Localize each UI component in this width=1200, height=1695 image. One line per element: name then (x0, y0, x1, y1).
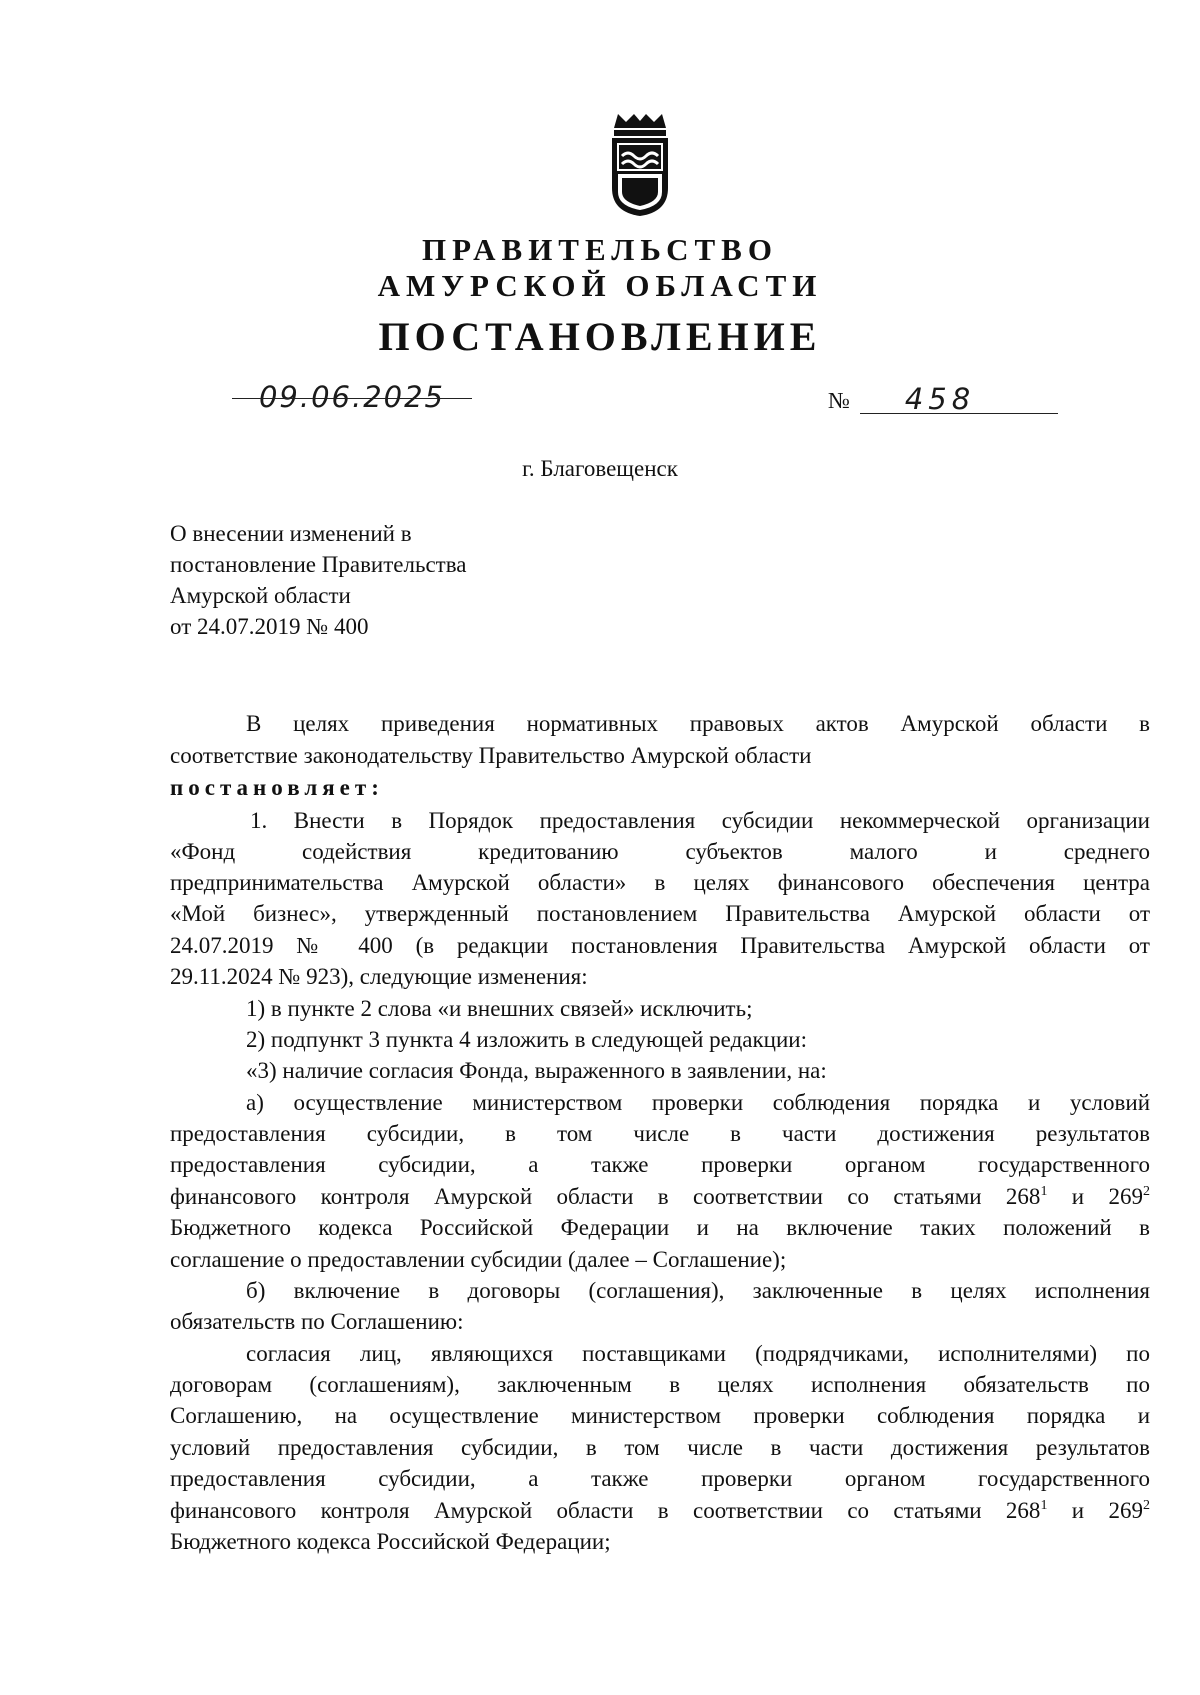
item-1-line: 29.11.2024 № 923), следующие изменения: (170, 964, 588, 989)
handwritten-number: 458 (904, 382, 976, 416)
item-1-line: 24.07.2019 № 400 (в редакции постановления Правительства Амурской области от (170, 933, 1150, 958)
resolves-word: постановляет: (170, 775, 384, 800)
subitem-a-line: соглашение о предоставлении субсидии (далее – Соглашение); (170, 1247, 787, 1272)
region-heading: АМУРСКОЙ ОБЛАСТИ (377, 268, 823, 303)
number-sign: № (828, 388, 850, 413)
consent-line: предоставления субсидии, а также проверки органом государственного (170, 1466, 1150, 1491)
item-1-line: «Фонд содействия кредитованию субъектов малого и среднего (170, 839, 1150, 864)
superscript: 1 (1040, 1184, 1048, 1199)
item-1-line: предпринимательства Амурской области» в целях финансового обеспечения центра (170, 870, 1150, 895)
subitem-a-line: предоставления субсидии, а также проверки органом государственного (170, 1152, 1150, 1177)
preamble-line: соответствие законодательству Правительство Амурской области (170, 743, 812, 768)
subitem-b-line: б) включение в договоры (соглашения), заключенные в целях исполнения (246, 1278, 1150, 1303)
superscript: 1 (1040, 1498, 1048, 1513)
superscript: 2 (1143, 1498, 1150, 1513)
preamble-line: В целях приведения нормативных правовых актов Амурской области в (246, 711, 1150, 736)
subject-line: Амурской области (170, 583, 351, 608)
item-1-line: 1. Внести в Порядок предоставления субсидии некоммерческой организации (250, 808, 1150, 833)
subject-block (170, 518, 467, 642)
number-underline (860, 413, 1058, 414)
subitem-b-line: обязательств по Соглашению: (170, 1309, 464, 1334)
date-underline (232, 398, 472, 399)
consent-line: Соглашению, на осуществление министерством проверки соблюдения порядка и (170, 1403, 1150, 1428)
subitem-a-line: а) осуществление министерством проверки соблюдения порядка и условий (246, 1090, 1150, 1115)
coat-of-arms-emblem (608, 112, 672, 218)
change-1-line: 1) в пункте 2 слова «и внешних связей» исключить; (246, 996, 753, 1021)
handwritten-date: 09.06.2025 (258, 380, 446, 414)
change-3-line: «3) наличие согласия Фонда, выраженного в заявлении, на: (246, 1058, 827, 1083)
subject-line: О внесении изменений в (170, 521, 412, 546)
item-1-line: «Мой бизнес», утвержденный постановлением Правительства Амурской области от (170, 901, 1150, 926)
subitem-a-line: предоставления субсидии, в том числе в части достижения результатов (170, 1121, 1150, 1146)
consent-line: условий предоставления субсидии, в том числе в части достижения результатов (170, 1435, 1150, 1460)
government-heading: ПРАВИТЕЛЬСТВО (422, 232, 778, 267)
consent-line (170, 1495, 1150, 1526)
subitem-a-line: Бюджетного кодекса Российской Федерации и на включение таких положений в (170, 1215, 1150, 1240)
subject-line: от 24.07.2019 № 400 (170, 614, 369, 639)
consent-text: финансового контроля Амурской области в соответствии со статьями 268 (170, 1498, 1041, 1523)
consent-line: договорам (соглашениям), заключенным в целях исполнения обязательств по (170, 1372, 1150, 1397)
subject-line: постановление Правительства (170, 552, 467, 577)
superscript: 2 (1143, 1184, 1150, 1199)
subitem-a-line (170, 1181, 1150, 1212)
subitem-a-text: и 269 (1047, 1184, 1143, 1209)
subitem-a-text: финансового контроля Амурской области в соответствии со статьями 268 (170, 1184, 1041, 1209)
change-2-line: 2) подпункт 3 пункта 4 изложить в следующей редакции: (246, 1027, 807, 1052)
city-line: г. Благовещенск (522, 456, 678, 481)
consent-text: и 269 (1047, 1498, 1143, 1523)
consent-line: согласия лиц, являющихся поставщиками (подрядчиками, исполнителями) по (246, 1341, 1150, 1366)
consent-line: Бюджетного кодекса Российской Федерации; (170, 1529, 611, 1554)
document-type-heading: ПОСТАНОВЛЕНИЕ (378, 314, 822, 359)
